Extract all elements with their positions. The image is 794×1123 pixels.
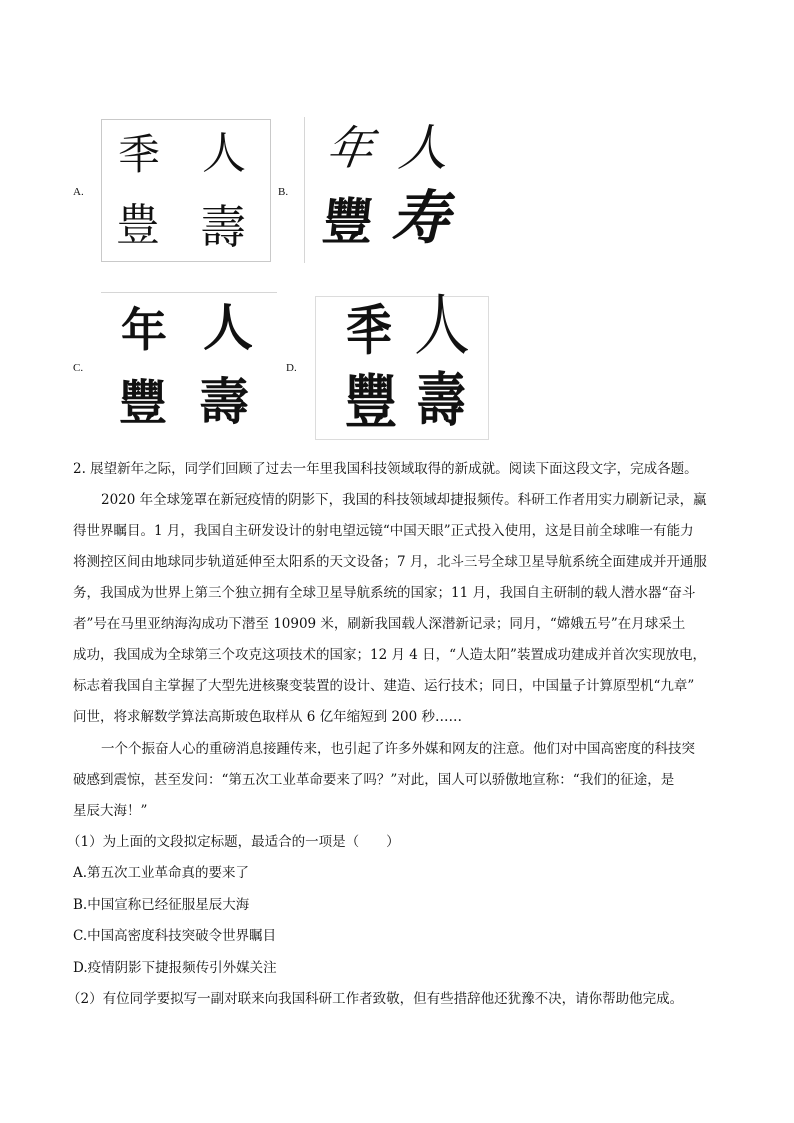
glyph-b-nian: 年 bbox=[323, 121, 377, 175]
glyph-a-nian: 秊 bbox=[118, 131, 161, 178]
para1-line-5: 者”号在马里亚纳海沟成功下潜至 10909 米，刷新我国载人深潜新记录；同月，“嫦娥五号”在月球采土 bbox=[73, 616, 686, 632]
glyph-d-feng: 豐 bbox=[344, 368, 398, 436]
para1-line-4: 务，我国成为世界上第三个独立拥有全球卫星导航系统的国家；11 月，我国自主研制的载人潜水器“奋斗 bbox=[73, 585, 696, 601]
question-2-intro: 2. 展望新年之际，同学们回顾了过去一年里我国科技领域取得的新成就。阅读下面这段文字，完成各题。 bbox=[73, 461, 698, 477]
option-d-label: D. bbox=[286, 362, 297, 374]
glyph-d-ren: 人 bbox=[414, 287, 470, 366]
glyph-a-shou: 壽 bbox=[200, 200, 246, 254]
glyph-c-feng: 豐 bbox=[119, 375, 168, 431]
sub-question-2-stem: （2）有位同学要拟写一副对联来向我国科研工作者致敬，但有些措辞他还犹豫不决，请你帮助他完成。 bbox=[67, 991, 684, 1007]
glyph-c-nian: 年 bbox=[121, 303, 167, 357]
glyph-c-shou: 壽 bbox=[199, 372, 249, 431]
glyph-c-ren: 人 bbox=[203, 298, 253, 357]
glyph-a-feng: 豊 bbox=[116, 201, 160, 250]
para1-line-3: 将测控区间由地球同步轨道延伸至太阳系的天文设备；7 月，北斗三号全球卫星导航系统全面建成并开通服 bbox=[73, 554, 707, 570]
para1-line-1: 2020 年全球笼罩在新冠疫情的阴影下，我国的科技领域却捷报频传。科研工作者用实力刷新记录，赢 bbox=[101, 492, 707, 508]
glyph-d-nian: 秊 bbox=[346, 298, 392, 362]
para1-line-8: 问世，将求解数学算法高斯玻色取样从 6 亿年缩短到 200 秒…… bbox=[73, 709, 463, 725]
para1-line-2: 得世界瞩目。1 月，我国自主研发设计的射电望远镜“中国天眼”正式投入使用，这是目前全球唯一有能力 bbox=[73, 523, 694, 539]
glyph-b-shou: 寿 bbox=[391, 184, 450, 252]
para2-line-1: 一个个振奋人心的重磅消息接踵传来，也引起了许多外媒和网友的注意。他们对中国高密度的科技突 bbox=[101, 741, 695, 757]
glyph-d-shou: 壽 bbox=[416, 366, 466, 434]
option-c-calligraphy-image bbox=[101, 292, 277, 440]
para2-line-2: 破感到震惊，甚至发问：“第五次工业革命要来了吗？”对此，国人可以骄傲地宣称：“我们的征途，是 bbox=[73, 772, 675, 788]
para2-line-3: 星辰大海！” bbox=[73, 803, 148, 819]
sub1-choice-d[interactable]: D.疫情阴影下捷报频传引外媒关注 bbox=[73, 960, 277, 976]
option-a-calligraphy-image bbox=[101, 119, 271, 262]
option-d-calligraphy-image bbox=[315, 287, 489, 440]
sub1-choice-a[interactable]: A.第五次工业革命真的要来了 bbox=[73, 865, 250, 881]
option-c-label: C. bbox=[73, 362, 84, 374]
sub1-choice-b[interactable]: B.中国宣称已经征服星辰大海 bbox=[73, 897, 250, 913]
option-a-label: A. bbox=[73, 186, 84, 198]
glyph-a-ren: 人 bbox=[202, 128, 246, 179]
para1-line-6: 成功，我国成为全球第三个攻克这项技术的国家；12 月 4 日，“人造太阳”装置成功建成并首次实现放电， bbox=[73, 647, 706, 663]
option-b-label: B. bbox=[278, 186, 289, 198]
option-b-calligraphy-image bbox=[304, 117, 464, 263]
glyph-b-ren: 人 bbox=[397, 119, 447, 177]
sub1-choice-c[interactable]: C.中国高密度科技突破令世界瞩目 bbox=[73, 928, 277, 944]
sub-question-1-stem: （1）为上面的文段拟定标题，最适合的一项是（ ） bbox=[67, 834, 400, 850]
glyph-b-feng: 豐 bbox=[319, 192, 377, 251]
para1-line-7: 标志着我国自主掌握了大型先进核聚变装置的设计、建造、运行技术；同日，中国量子计算原型机“九章” bbox=[73, 678, 695, 694]
